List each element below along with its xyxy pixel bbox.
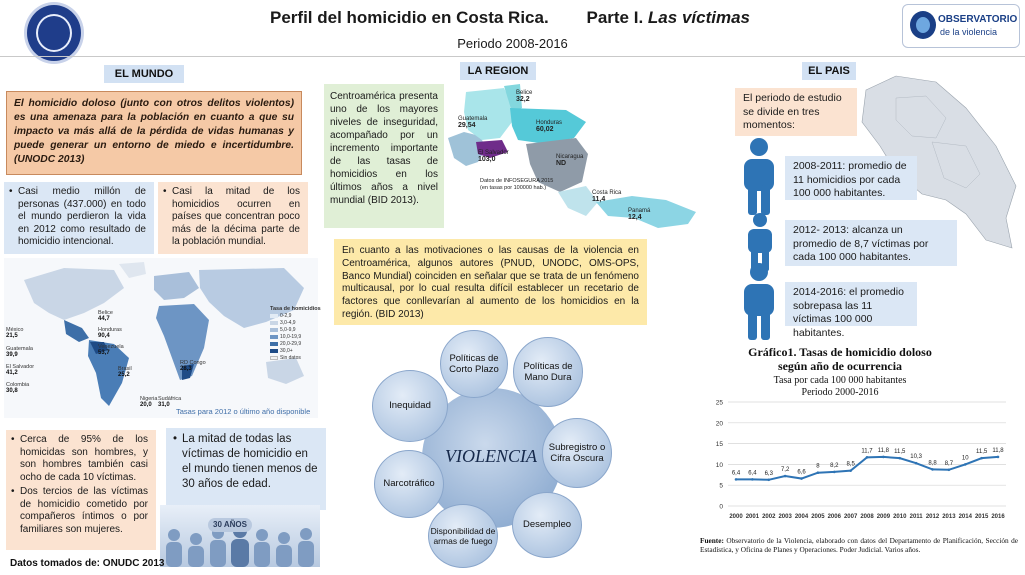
chart-y-tick-label: 5: [719, 482, 723, 490]
map-central-america: [64, 320, 89, 342]
chart-data-point: [866, 456, 869, 459]
mundo-age-box: [166, 428, 326, 510]
chart-x-tick-label: 2002: [762, 514, 776, 520]
chart-data-label: 6,4: [748, 470, 757, 477]
chart-data-point: [948, 469, 951, 472]
world-legend-item: 10,0-19,9: [270, 333, 321, 340]
chart-data-point: [784, 475, 787, 478]
chart-y-tick-label: 10: [715, 461, 723, 469]
pais-moment-3: 2014-2016: el promedio sobrepasa las 11 víctimas 100 000 habitantes.: [785, 282, 917, 326]
world-legend-item: 3,0-4,9: [270, 319, 321, 326]
map-greenland: [119, 262, 146, 278]
mundo-bullet-left-text: • Casi medio millón de personas (437.000) en todo el mundo perdieron la vida en 2012 como resultado de homicidio intencional.: [18, 186, 146, 249]
world-legend-item: 0-2,9: [270, 312, 321, 319]
world-label-colombia: Colombia 30,8: [6, 382, 30, 394]
chart-x-tick-label: 2004: [794, 514, 809, 520]
world-label-el-salvador: El Salvador 41,2: [6, 364, 35, 376]
chart-data-label: 11,8: [992, 447, 1004, 454]
ca-label-el-salvador: El Salvador 103,0: [478, 150, 509, 163]
section-label-pais: EL PAIS: [802, 62, 856, 80]
mundo-bullets-bottom: [6, 430, 156, 550]
world-label-brasil: Brasil 25,2: [118, 366, 132, 378]
chart-data-point: [882, 456, 885, 459]
chart-x-tick-label: 2011: [909, 514, 923, 520]
chart-data-point: [800, 477, 803, 480]
mundo-quote: El homicidio doloso (junto con otros delitos violentos) es una amenaza para la población en cuanto a que su impacto va más allá de la pérdida de vidas humanas y puede generar un entorno de miedo e incertidumbre.(UNODC 2013): [6, 91, 302, 175]
chart-x-tick-label: 2009: [876, 514, 891, 520]
factor-politicas-corto-plazo: Políticas de Corto Plazo: [440, 330, 508, 398]
ca-label-nicaragua: Nicaragua ND: [556, 154, 584, 167]
world-map-caption: Tasas para 2012 o último año disponible: [176, 407, 311, 416]
chart-data-label: 10: [961, 455, 969, 462]
chart-data-label: 11,8: [877, 447, 889, 454]
chart-data-point: [964, 463, 967, 466]
world-legend-item: 20,0-29,9: [270, 340, 321, 347]
chart-data-point: [915, 462, 918, 465]
chart-data-point: [980, 457, 983, 460]
chart-subtitle-rate: Tasa por cada 100 000 habitantes: [773, 375, 907, 386]
chart-x-tick-label: 2005: [811, 514, 825, 520]
chart-data-label: 11,5: [976, 449, 988, 456]
chart-data-point: [833, 471, 836, 474]
chart-source: Fuente: Observatorio de la Violencia, elaborado con datos del Departamento de Planificación, Sección de Estadística, y Oficina de Planes y Operaciones. Poder Judicial. Varios años.: [700, 536, 1018, 555]
region-yellow-box: En cuanto a las motivaciones o las causas de la violencia en Centroamérica, algunos autores (PNUD, UNODC, OMS-OPS, Banco Mundial) coinciden en señalar que se trata de un fenómeno multicausal, por lo cual resulta difícil establecer un recetario de factores que conllevarían al aumento de los homicidios en la región. (BID 2013): [334, 239, 647, 325]
crowd-silhouettes: [160, 505, 320, 567]
section-label-mundo: EL MUNDO: [104, 65, 184, 83]
chart-x-tick-label: 2013: [942, 514, 956, 520]
chart-data-label: 6,3: [764, 470, 773, 477]
ca-guatemala: [464, 88, 512, 140]
mundo-bullet-gender: • Cerca de 95% de los homicidas son hombres, y son hombres también casi ocho de cada 10 víctimas.: [20, 434, 148, 484]
chart-y-tick-label: 0: [719, 503, 723, 511]
chart-data-point: [849, 469, 852, 472]
chart-x-tick-label: 2016: [991, 514, 1005, 520]
chart-data-point: [767, 478, 770, 481]
pais-moment-2: 2012- 2013: alcanza un promedio de 8,7 víctimas por cada 100 000 habitantes.: [785, 220, 957, 266]
chart-data-point: [997, 456, 1000, 459]
age-badge: 30 AÑOS: [208, 518, 252, 532]
chart-data-label: 8: [816, 463, 820, 470]
world-legend-item: 5,0-9,9: [270, 326, 321, 333]
page-title: Perfil del homicidio en Costa Rica. Parte I. Las víctimas: [270, 8, 750, 27]
ca-label-costa-rica: Costa Rica 11,4: [592, 190, 622, 203]
mundo-source: Datos tomados de: ONUDC 2013: [10, 558, 165, 569]
chart-data-label: 8,2: [830, 462, 839, 469]
chart-data-label: 8,5: [846, 461, 855, 468]
chart-data-label: 7,2: [780, 467, 790, 474]
pais-intro: El periodo de estudio se divide en tres momentos:: [735, 88, 857, 136]
world-label-mexico: México 21,5: [6, 327, 24, 339]
world-label-belice: Belice 44,7: [98, 310, 113, 322]
chart-data-label: 8,7: [944, 460, 954, 467]
mundo-age-text: • La mitad de todas las víctimas de homicidio en el mundo tienen menos de 30 años de edad.: [182, 432, 318, 492]
chart-title: Gráfico1. Tasas de homicidio doloso según año de ocurrencia: [748, 345, 932, 373]
chart-y-tick-label: 15: [715, 441, 723, 449]
ca-label-honduras: Honduras 60,02: [536, 120, 563, 133]
chart-data-label: 6,6: [797, 469, 806, 476]
homicide-rate-chart: [700, 396, 1020, 526]
pais-moment-1: 2008-2011: promedio de 11 homicidios por cada 100 000 habitantes.: [785, 156, 917, 200]
chart-data-point: [898, 457, 901, 460]
region-green-box: Centroamérica presenta uno de los mayores niveles de inseguridad, acompañado por un incremento importante de las tasas de homicidios en los últimos años a nivel mundial (BID 2013).: [324, 84, 444, 228]
map-europe: [154, 272, 199, 300]
world-legend-item: 30,0+: [270, 347, 321, 354]
chart-x-tick-label: 2000: [729, 514, 743, 520]
mundo-bullet-right-text: • Casi la mitad de los homicidios ocurren en países que concentran poco más de la décima parte de la población mundial.: [172, 186, 300, 249]
world-label-guatemala: Guatemala 39,9: [6, 346, 33, 358]
chart-x-tick-label: 2012: [925, 514, 940, 520]
chart-subtitle-period: Periodo 2000-2016: [801, 387, 879, 398]
mundo-bullet-women: • Dos tercios de las víctimas de homicidio cometido por compañeros íntimos o por familiares son mujeres.: [20, 486, 148, 536]
chart-data-point: [735, 478, 738, 481]
chart-data-label: 6,4: [731, 470, 741, 477]
ca-map-note: Datos de INFOSEGURA 2015 (en tasas por 100000 hab.): [480, 178, 554, 191]
factor-narcotrafico: Narcotráfico: [374, 450, 444, 518]
world-label-rd-congo: RD Congo 28,3: [180, 360, 206, 372]
crowd-image: [160, 505, 320, 567]
world-label-honduras: Honduras 90,4: [98, 327, 122, 339]
chart-data-label: 11,5: [894, 449, 906, 456]
factor-subregistro: Subregistro o Cifra Oscura: [542, 418, 612, 488]
world-legend-title: Tasa de homicidios: [270, 306, 321, 312]
ca-label-belice: Belice 32,2: [516, 90, 533, 103]
world-label-sudafrica: Sudáfrica 31,0: [158, 396, 182, 408]
world-label-nigeria: Nigeria 20,0: [140, 396, 158, 408]
ministry-seal-ring: [36, 14, 72, 52]
factor-desempleo: Desempleo: [512, 492, 582, 558]
person-icon: [736, 262, 782, 342]
factor-inequidad: Inequidad: [372, 370, 448, 442]
factor-politicas-mano-dura: Políticas de Mano Dura: [513, 337, 583, 407]
chart-y-tick-label: 25: [715, 399, 723, 407]
ca-label-panama: Panamá 12,4: [628, 208, 651, 221]
chart-x-tick-label: 2007: [843, 514, 858, 520]
header-divider: [0, 56, 1025, 57]
chart-x-tick-label: 2010: [893, 514, 907, 520]
chart-x-tick-label: 2006: [827, 514, 841, 520]
chart-y-tick-label: 20: [715, 420, 723, 428]
violencia-center-label: VIOLENCIA: [445, 446, 537, 466]
world-map-legend: [270, 306, 321, 361]
chart-x-tick-label: 2001: [745, 514, 760, 520]
map-australia: [266, 358, 304, 384]
chart-data-label: 10,3: [910, 454, 922, 461]
chart-series-line: [736, 457, 998, 480]
chart-data-point: [751, 478, 754, 481]
person-icon: [736, 137, 782, 217]
factor-disponibilidad-armas: Disponibilidad de armas de fuego: [428, 504, 498, 568]
section-label-region: LA REGION: [460, 62, 536, 80]
chart-x-tick-label: 2003: [778, 514, 792, 520]
page-period: Periodo 2008-2016: [457, 36, 568, 51]
mundo-bullet-left: [4, 182, 154, 254]
chart-data-point: [817, 471, 820, 474]
observatorio-logo-line1: OBSERVATORIO: [938, 14, 1018, 25]
mundo-bullet-right: [158, 182, 308, 254]
observatorio-logo-line2: de la violencia: [940, 27, 998, 37]
world-label-venezuela: Venezuela 53,7: [98, 344, 124, 356]
chart-x-tick-label: 2015: [974, 514, 989, 520]
ca-label-guatemala: Guatemala 29,54: [458, 116, 488, 129]
chart-x-tick-label: 2014: [958, 514, 972, 520]
chart-x-tick-label: 2008: [860, 514, 874, 520]
chart-data-point: [931, 468, 934, 471]
world-legend-item: Sin datos: [270, 354, 321, 361]
observatorio-mark-inner: [916, 17, 930, 33]
chart-data-label: 8,8: [928, 460, 937, 467]
chart-data-label: 11,7: [861, 448, 873, 455]
